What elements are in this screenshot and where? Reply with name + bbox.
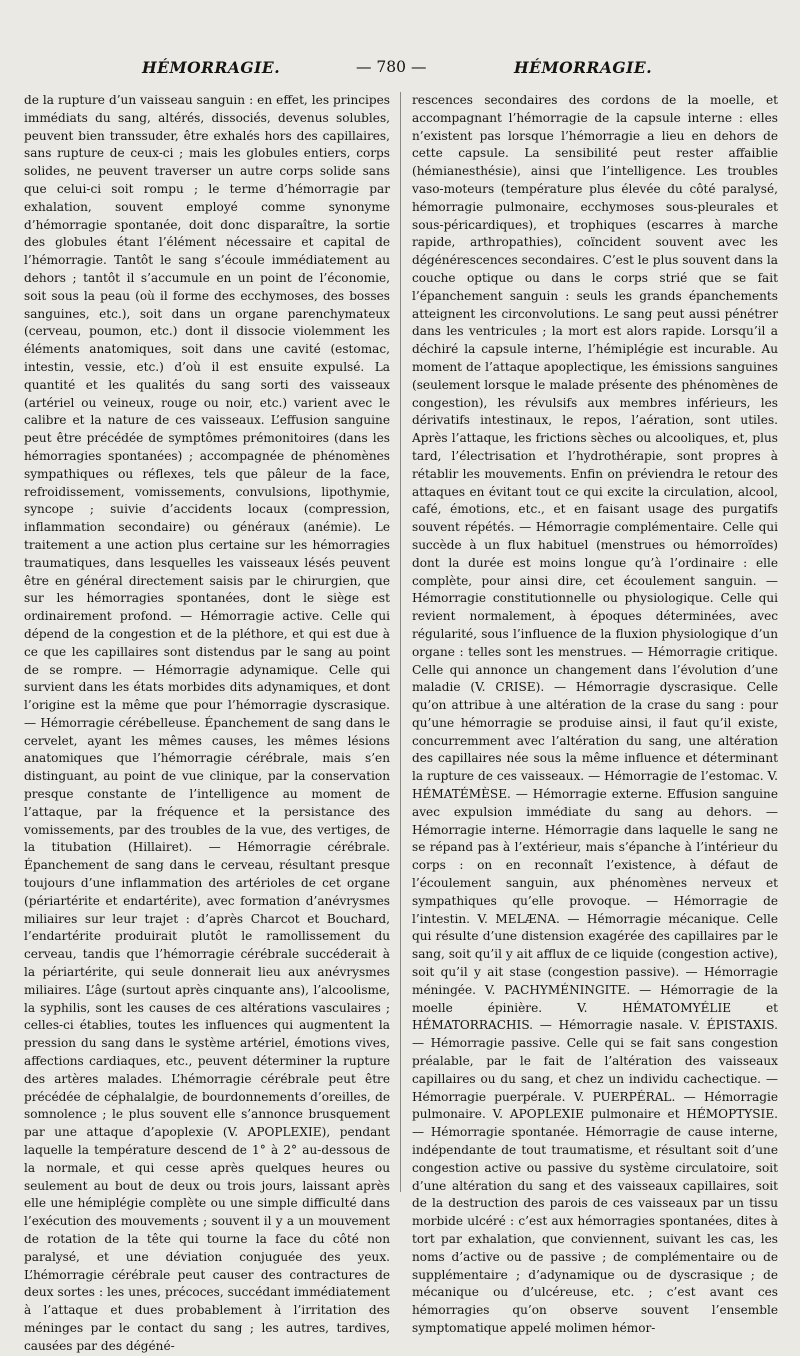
left-column-text: de la rupture d’un vaisseau sanguin : en effet, les principes immédiats du sang, altérés, dissociés, devenus solubles, peuvent bien transsuder, être exhalés hors des capillaires, sans rupture de ceux-ci ; mais les globules entiers, corps solides, ne peuvent traverser un autre corps solide sans que celui-ci soit rompu ; le terme d’hémorragie par exhalation, souvent employé comme synonyme d’hémorragie spontanée, doit donc disparaître, la sortie des globules étant l’élément nécessaire et capital de l’hémorragie. Tantôt le sang s’écoule immédiatement au dehors ; tantôt il s’accumule en un point de l’économie, soit sous la peau (où il forme des ecchymoses, des bosses sanguines, etc.), soit dans un organe parenchymateux (cerveau, poumon, etc.) dont il dissocie violemment les éléments anatomiques, soit dans une cavité (estomac, intestin, vessie, etc.) d’où il est ensuite expulsé. La quantité et les qualités du sang sorti des vaisseaux (artériel ou veineux, rouge ou noir, etc.) varient avec le calibre et la nature de ces vaisseaux. L’effusion sanguine peut être précédée de symptômes prémonitoires (dans les hémorragies spontanées) ; accompagnée de phénomènes sympathiques ou réflexes, tels que pâleur de la face, refroidissement, vomissements, convulsions, lipothymie, syncope ; suivie d’accidents locaux (compression, inflammation secondaire) ou généraux (anémie). Le traitement a une action plus certaine sur les hémorragies traumatiques, dans lesquelles les vaisseaux lésés peuvent être en général directement saisis par le chirurgien, que sur les hémorragies spontanées, dont le siège est ordinairement profond. — Hémorragie active. Celle qui dépend de la congestion et de la pléthore, et qui est due à ce que les capillaires sont distendus par le sang au point de se rompre. — Hémorragie adynamique. Celle qui survient dans les états morbides dits adynamiques, et dont l’origine est la même que pour l’hémorragie dyscrasique. — Hémorragie cérébelleuse. Épanchement de sang dans le cervelet, ayant les mêmes causes, les mêmes lésions anatomiques que l’hémorragie cérébrale, mais s’en distinguant, au point de vue clinique, par la conservation presque constante de l’intelligence au moment de l’attaque, par la fréquence et la persistance des vomissements, par des troubles de la vue, des vertiges, de la titubation (Hillairet). — Hémorragie cérébrale. Épanchement de sang dans le cerveau, résultant presque toujours d’une inflammation des artérioles de cet organe (périartérite et endartérite), avec formation d’anévrysmes miliaires sur leur trajet : d’après Charcot et Bouchard, l’endartérite produirait plutôt le ramollissement du cerveau, tandis que l’hémorragie cérébrale succéderait à la périartérite, qui seule donnerait lieu aux anévrysmes miliaires. L’âge (surtout après cinquante ans), l’alcoolisme, la syphilis, sont les causes de ces altérations vasculaires ; celles-ci établies, toutes les influences qui augmentent la pression du sang dans le système artériel, émotions vives, affections cardiaques, etc., peuvent déterminer la rupture des artères malades. L’hémorragie cérébrale peut être précédée de céphalalgie, de bourdonnements d’oreilles, de somnolence ; le plus souvent elle s’annonce brusquement par une attaque d’apoplexie (V. APOPLEXIE), pendant laquelle la température descend de 1° à 2° au-dessous de la normale, et qui cesse après quelques heures ou seulement au bout de deux ou trois jours, laissant après elle une hémiplégie complète ou une simple difficulté dans l’exécution des mouvements ; souvent il y a un mouvement de rotation de la tête qui tourne la face du côté non paralysé, et une déviation conjuguée des yeux. L’hémorragie cérébrale peut causer des contractures de deux sortes : les unes, précoces, succédant immédiatement à l’attaque et dues probablement à l’irritation des méninges par le contact du sang ; les autres, tardives, causées par des dégéné- — [24, 93, 390, 1353]
page-number: — 780 — — [356, 58, 427, 76]
header-left-title: HÉMORRAGIE. — [142, 58, 281, 77]
running-header — [0, 58, 800, 82]
right-column-text: rescences secondaires des cordons de la moelle, et accompagnant l’hémorragie de la capsule interne : elles n’existent pas lorsque l’hémorragie a lieu en dehors de cette capsule. La sensibilité peut rester affaiblie (hémianesthésie), ainsi que l’intelligence. Les troubles vaso-moteurs (température plus élevée du côté paralysé, hémorragie pulmonaire, ecchymoses sous-pleurales et sous-péricardiques), et trophiques (escarres à marche rapide, arthropathies), coïncident souvent avec les dégénérescences secondaires. C’est le plus souvent dans la couche optique ou dans le corps strié que se fait l’épanchement sanguin : seuls les grands épanchements atteignent les circonvolutions. Le sang peut aussi pénétrer dans les ventricules ; la mort est alors rapide. Lorsqu’il a déchiré la capsule interne, l’hémiplégie est incurable. Au moment de l’attaque apoplectique, les émissions sanguines (seulement lorsque le malade présente des phénomènes de congestion), les révulsifs aux membres inférieurs, les dérivatifs intestinaux, le repos, l’aération, sont utiles. Après l’attaque, les frictions sèches ou alcooliques, et, plus tard, l’électrisation et l’hydrothérapie, sont propres à rétablir les mouvements. Enfin on préviendra le retour des attaques en évitant tout ce qui excite la circulation, alcool, café, émotions, etc., et en faisant usage des purgatifs souvent répétés. — Hémorragie complémentaire. Celle qui succède à un flux habituel (menstrues ou hémorroïdes) dont la durée est moins longue qu’à l’ordinaire : elle complète, pour ainsi dire, cet écoulement sanguin. — Hémorragie constitutionnelle ou physiologique. Celle qui revient normalement, à époques déterminées, avec régularité, sous l’influence de la fluxion physiologique d’un organe : telles sont les menstrues. — Hémorragie critique. Celle qui annonce un changement dans l’évolution d’une maladie (V. CRISE). — Hémorragie dyscrasique. Celle qu’on attribue à une altération de la crase du sang : pour qu’une hémorragie se produise ainsi, il faut qu’il existe, concurremment avec l’altération du sang, une altération des capillaires née sous la même influence et déterminant la rupture de ces vaisseaux. — Hémorragie de l’estomac. V. HÉMATÉMÈSE. — Hémorragie externe. Effusion sanguine avec expulsion immédiate du sang au dehors. — Hémorragie interne. Hémorragie dans laquelle le sang ne se répand pas à l’extérieur, mais s’épanche à l’intérieur du corps : on en reconnaît l’existence, à défaut de l’écoulement sanguin, aux phénomènes nerveux et sympathiques qu’elle provoque. — Hémorragie de l’intestin. V. MELÆNA. — Hémorragie mécanique. Celle qui résulte d’une distension exagérée des capillaires par le sang, soit qu’il y ait afflux de ce liquide (congestion active), soit qu’il y ait stase (congestion passive). — Hémorragie méningée. V. PACHYMÉNINGITE. — Hémorragie de la moelle épinière. V. HÉMATOMYÉLIE et HÉMATORRACHIS. — Hémorragie nasale. V. ÉPISTAXIS. — Hémorragie passive. Celle qui se fait sans congestion préalable, par le fait de l’altération des vaisseaux capillaires ou du sang, et chez un individu cachectique. — Hémorragie puerpérale. V. PUERPÉRAL. — Hémorragie pulmonaire. V. APOPLEXIE pulmonaire et HÉMOPTYSIE. — Hémorragie spontanée. Hémorragie de cause interne, indépendante de tout traumatisme, et résultant soit d’une congestion active ou passive du système circulatoire, soit d’une altération du sang et des vaisseaux capillaires, soit de la destruction des parois de ces vaisseaux par un tissu morbide ulcéré : c’est aux hémorragies spontanées, dites à tort par exhalation, que conviennent, suivant les cas, les noms d’active ou de passive ; de complémentaire ou de supplémentaire ; d’adynamique ou de dyscrasique ; de mécanique ou d’ulcéreuse, etc. ; c’est avant ces hémorragies qu’on observe souvent l’ensemble symptomatique appelé molimen hémor- — [412, 93, 778, 1335]
right-column — [412, 92, 778, 1335]
header-right-title: HÉMORRAGIE. — [514, 58, 653, 77]
two-column-body — [24, 92, 792, 1353]
column-divider — [400, 92, 401, 1192]
left-column — [24, 92, 390, 1353]
